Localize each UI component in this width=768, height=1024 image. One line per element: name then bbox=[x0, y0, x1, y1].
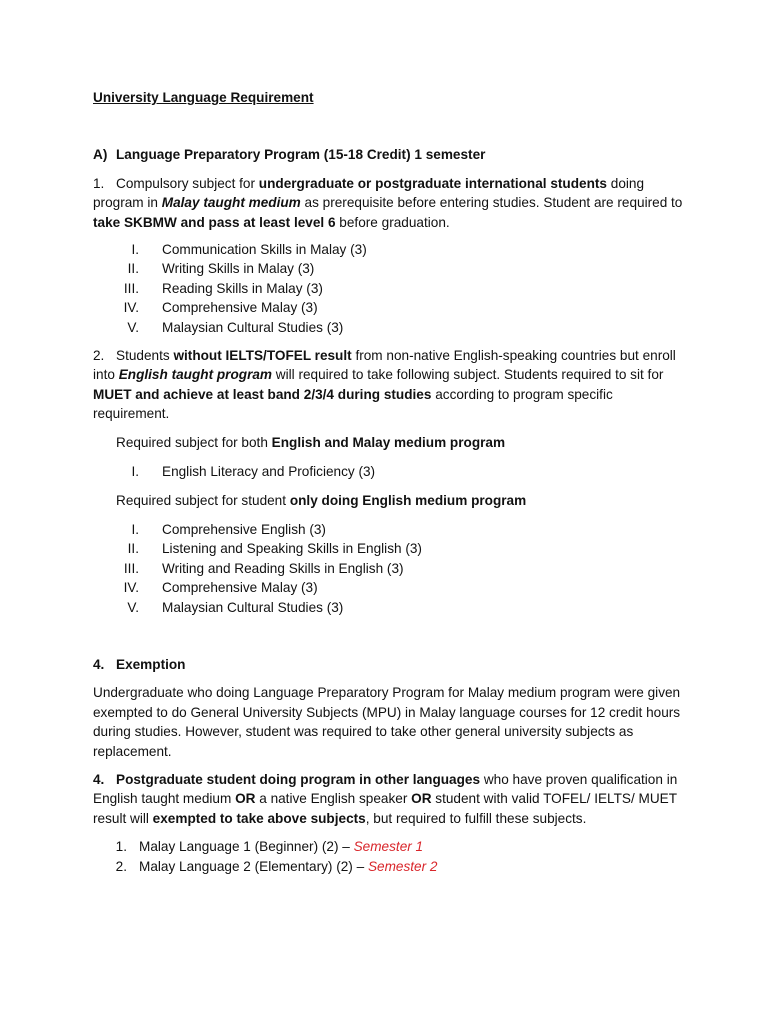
list-malay-language bbox=[93, 837, 683, 876]
list-item-text: English Literacy and Proficiency (3) bbox=[162, 464, 376, 480]
required-english-bold: only doing English medium program bbox=[289, 492, 527, 508]
list-item-num: 1. bbox=[115, 839, 127, 855]
list-item-text: Malaysian Cultural Studies (3) bbox=[162, 599, 344, 615]
point-2-bold: without IELTS/TOFEL result bbox=[173, 348, 352, 364]
list-item bbox=[93, 837, 683, 856]
point-1-bold: take SKBMW and pass at least level 6 bbox=[93, 214, 336, 230]
list-item-text: Communication Skills in Malay (3) bbox=[162, 242, 367, 258]
point-4-text: who have proven qualification in English taught medium bbox=[93, 771, 678, 807]
list-item-num: 2. bbox=[115, 858, 127, 874]
section-a-heading bbox=[93, 145, 683, 164]
point-4-num: 4. bbox=[93, 771, 105, 787]
list-item-text: Writing and Reading Skills in English (3) bbox=[162, 560, 404, 576]
point-1-num: 1. bbox=[93, 175, 105, 191]
point-4-bold: OR bbox=[235, 791, 256, 807]
point-4-paragraph bbox=[93, 770, 683, 828]
point-2-text: from non-native English-speaking countries but enroll into bbox=[93, 348, 676, 383]
point-2-bold-italic: English taught program bbox=[118, 367, 273, 383]
list-item-num: II. bbox=[127, 541, 139, 557]
list-item bbox=[93, 259, 683, 278]
point-1-bold-italic: Malay taught medium bbox=[161, 195, 301, 211]
section-a-text: Language Preparatory Program (15-18 Credit) 1 semester bbox=[116, 147, 486, 163]
required-both-heading bbox=[93, 433, 683, 452]
semester-label: Semester 2 bbox=[367, 858, 438, 874]
point-2-num: 2. bbox=[93, 348, 105, 364]
exemption-heading bbox=[93, 655, 683, 674]
list-item bbox=[93, 462, 683, 481]
list-item bbox=[93, 520, 683, 539]
list-item-text: Malay Language 2 (Elementary) (2) – bbox=[139, 858, 368, 874]
required-english-text: Required subject for student bbox=[116, 492, 290, 508]
list-item bbox=[93, 578, 683, 597]
list-item bbox=[93, 279, 683, 298]
semester-label: Semester 1 bbox=[353, 839, 424, 855]
point-4-text: , but required to fulfill these subjects. bbox=[365, 810, 587, 826]
list-item-num: II. bbox=[127, 261, 139, 277]
point-2-text: according to program specific requirement. bbox=[93, 386, 613, 422]
point-1-bold: undergraduate or postgraduate international students bbox=[258, 175, 607, 191]
list-item-text: Reading Skills in Malay (3) bbox=[162, 280, 323, 296]
point-1-text: as prerequisite before entering studies. Student are required to bbox=[300, 195, 683, 211]
point-4-text: student with valid TOFEL/ IELTS/ MUET result will bbox=[93, 791, 677, 826]
exemption-title: Exemption bbox=[116, 656, 186, 672]
list-item-text: Writing Skills in Malay (3) bbox=[162, 261, 315, 277]
list-item-text: Comprehensive Malay (3) bbox=[162, 300, 318, 316]
list-item-text: Listening and Speaking Skills in English (3) bbox=[162, 541, 422, 557]
point-4-bold: Postgraduate student doing program in other languages bbox=[116, 771, 481, 787]
list-item-num: I. bbox=[131, 242, 139, 258]
list-english-subjects bbox=[93, 520, 683, 617]
list-item-text: Malaysian Cultural Studies (3) bbox=[162, 319, 344, 335]
point-1-text: doing program in bbox=[93, 175, 645, 211]
list-item-num: V. bbox=[127, 599, 139, 615]
point-2-text: will required to take following subject. Students required to sit for bbox=[272, 367, 664, 383]
list-item-num: IV. bbox=[123, 580, 139, 596]
list-item-num: III. bbox=[123, 560, 139, 576]
list-item bbox=[93, 598, 683, 617]
point-1-text: before graduation. bbox=[335, 214, 450, 230]
point-4-bold: exempted to take above subjects bbox=[152, 810, 366, 826]
exemption-body: Undergraduate who doing Language Preparatory Program for Malay medium program were given exempted to do General University Subjects (MPU) in Malay language courses for 12 credit hours during studies. However, student was required to take other general university subjects as replacement. bbox=[93, 685, 681, 759]
required-both-bold: English and Malay medium program bbox=[271, 434, 506, 450]
document-page bbox=[93, 88, 683, 876]
doc-title: University Language Requirement bbox=[93, 90, 314, 105]
list-item bbox=[93, 298, 683, 317]
point-1-paragraph bbox=[93, 174, 683, 232]
list-item-num: IV. bbox=[123, 300, 139, 316]
list-item bbox=[93, 240, 683, 259]
point-2-paragraph bbox=[93, 346, 683, 424]
list-item-num: I. bbox=[131, 464, 139, 480]
list-item-num: I. bbox=[131, 521, 139, 537]
list-item-num: V. bbox=[127, 319, 139, 335]
list-item-text: Comprehensive English (3) bbox=[162, 521, 326, 537]
list-item-text: Malay Language 1 (Beginner) (2) – bbox=[139, 839, 354, 855]
point-2-text: Students bbox=[116, 348, 174, 364]
list-item bbox=[93, 857, 683, 876]
point-1-text: Compulsory subject for bbox=[116, 175, 259, 191]
section-a-label: A) bbox=[93, 147, 108, 163]
list-item-num: III. bbox=[123, 280, 139, 296]
required-both-text: Required subject for both bbox=[116, 434, 272, 450]
list-item bbox=[93, 539, 683, 558]
list-both-subjects bbox=[93, 462, 683, 481]
list-item bbox=[93, 318, 683, 337]
point-4-bold: OR bbox=[411, 791, 432, 807]
list-item bbox=[93, 559, 683, 578]
list-item-text: Comprehensive Malay (3) bbox=[162, 580, 318, 596]
required-english-heading bbox=[93, 491, 683, 510]
point-2-bold: MUET and achieve at least band 2/3/4 during studies bbox=[93, 386, 432, 402]
exemption-num: 4. bbox=[93, 656, 105, 672]
point-4-text: a native English speaker bbox=[255, 791, 412, 807]
list-malay-subjects bbox=[93, 240, 683, 337]
